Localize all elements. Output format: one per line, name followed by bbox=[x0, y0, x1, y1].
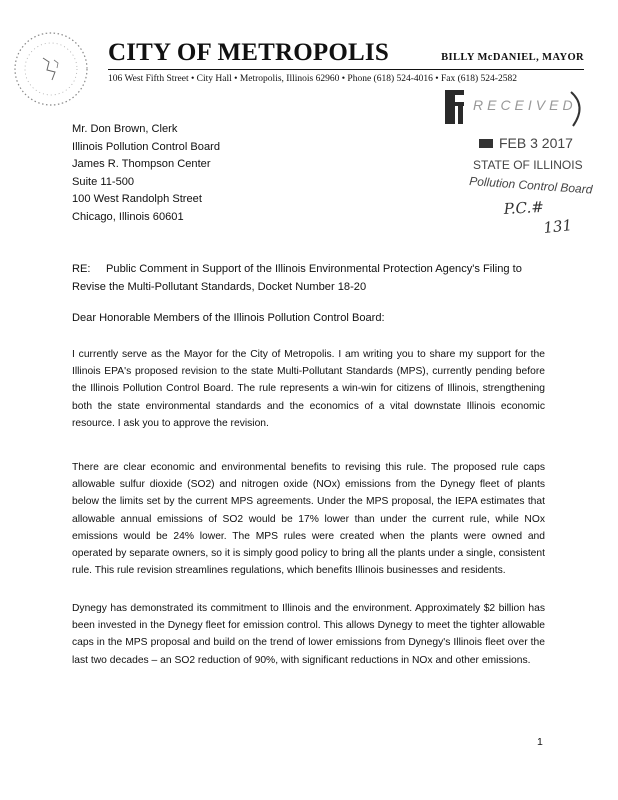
salutation: Dear Honorable Members of the Illinois Pollution Control Board: bbox=[72, 312, 385, 324]
subject-label: RE: bbox=[72, 263, 91, 275]
letterhead-mayor: BILLY McDANIEL, MAYOR bbox=[441, 52, 584, 63]
body-paragraph: Dynegy has demonstrated its commitment to Illinois and the environment. Approximately $2 billion has been invested in the Dynegy fleet for emission control. This allows Dynegy to meet the tighter allowable caps in the MPS proposal and build on the trend of lower emissions from Dynegy's Illinois fleet over the last two decades – an SO2 reduction of 90%, with significant reductions in NOx and other emissions. bbox=[72, 603, 545, 666]
recipient-address bbox=[72, 121, 220, 226]
recipient-line: Mr. Don Brown, Clerk bbox=[72, 123, 178, 135]
subject-text: Public Comment in Support of the Illinois Environmental Protection Agency's Filing to Revise the Multi-Pollutant Standards, Docket Number 18-20 bbox=[72, 263, 522, 293]
letterhead-city-name: CITY OF METROPOLIS bbox=[108, 39, 389, 66]
svg-text:Pollution Control Board: Pollution Control Board bbox=[468, 174, 593, 197]
svg-text:131: 131 bbox=[542, 216, 573, 237]
handwritten-pc-number bbox=[500, 196, 580, 238]
svg-text:FEB 3 2017: FEB 3 2017 bbox=[499, 135, 573, 151]
recipient-line: Illinois Pollution Control Board bbox=[72, 140, 220, 153]
letterhead-address: 106 West Fifth Street • City Hall • Metropolis, Illinois 62960 • Phone (618) 524-4016 • Fax (618) 524-2582 bbox=[108, 74, 517, 84]
recipient-line: Suite 11-500 bbox=[72, 175, 135, 188]
recipient-line: 100 West Randolph Street bbox=[72, 193, 202, 205]
recipient-line: Chicago, Illinois 60601 bbox=[72, 210, 184, 223]
city-seal-icon bbox=[10, 28, 92, 110]
page-number: 1 bbox=[537, 736, 543, 748]
body-paragraph: I currently serve as the Mayor for the City of Metropolis. I am writing you to share my support for the Illinois EPA's proposed revision to the state Multi-Pollutant Standards (MPS), currently pending before the Illinois Pollution Control Board. The rule represents a win-win for citizens of Illinois, strengthening both the state environmental standards and the economics of a vital downstate Illinois economic resource. I ask you to approve the revision. bbox=[72, 349, 545, 429]
subject-line bbox=[72, 261, 552, 296]
body-paragraph: There are clear economic and environmental benefits to revising this rule. The proposed rule caps allowable sulfur dioxide (SO2) and nitrogen oxide (NOx) emissions from the Dynegy fleet of plants below the limits set by the current MPS agreements. Under the MPS proposal, the IEPA estimates that allowable annual emissions of SO2 would be 17% lower than under the current rule, while NOx emissions would be 24% lower. The MPS rules were created when the plants were owned and operated by separate owners, so it is simply good policy to bring all the plants under a single, consistent rule. This rule revision streamlines regulations, which benefits Illinois businesses and residents. bbox=[72, 462, 545, 577]
svg-text:RECEIVED: RECEIVED bbox=[473, 97, 577, 113]
letterhead-divider bbox=[108, 69, 584, 70]
recipient-line: James R. Thompson Center bbox=[72, 158, 211, 170]
received-stamp bbox=[443, 88, 593, 200]
svg-text:P.C.#: P.C.# bbox=[503, 197, 545, 218]
svg-text:STATE OF ILLINOIS: STATE OF ILLINOIS bbox=[473, 158, 583, 172]
